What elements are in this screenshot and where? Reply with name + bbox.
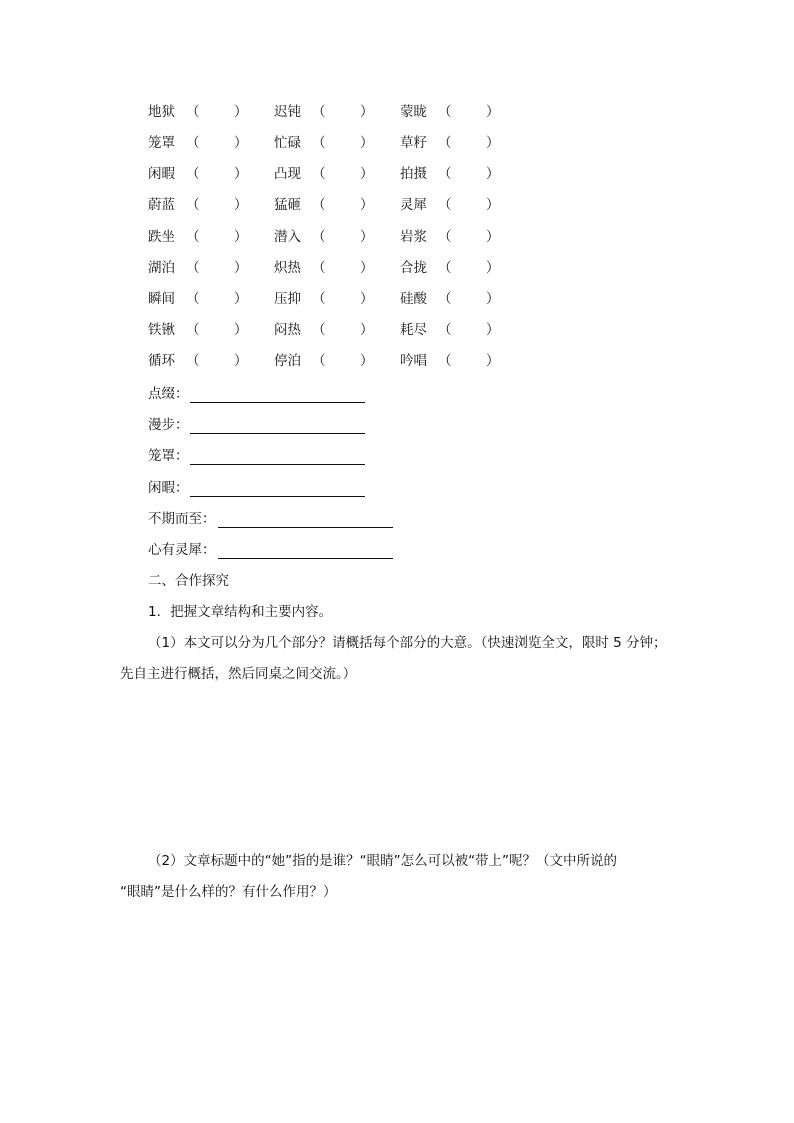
definition-label: 笼罩： [148,448,189,464]
open-paren: （ [312,197,326,213]
answer-line[interactable] [190,402,365,403]
open-paren: （ [186,291,200,307]
close-paren: ） [360,104,374,120]
word-label: 潜入 [274,229,301,245]
close-paren: ） [486,229,500,245]
word-label: 迟钝 [274,104,301,120]
open-paren: （ [186,197,200,213]
open-paren: （ [438,197,452,213]
word-cell [274,320,374,340]
word-cell [400,133,500,153]
definition-item [148,478,189,498]
definition-label: 闲暇： [148,480,189,496]
word-label: 炽热 [274,260,301,276]
answer-line[interactable] [190,496,365,497]
open-paren: （ [186,229,200,245]
word-cell [148,320,248,340]
section-heading: 二、合作探究 [148,573,229,589]
open-paren: （ [438,353,452,369]
word-label: 耗尽 [400,322,427,338]
open-paren: （ [438,260,452,276]
definition-item [148,384,189,404]
word-cell [148,227,248,247]
close-paren: ） [360,291,374,307]
definition-item [148,540,216,560]
open-paren: （ [312,135,326,151]
close-paren: ） [360,353,374,369]
word-label: 循环 [148,353,175,369]
word-label: 岩浆 [400,229,427,245]
word-label: 跌坐 [148,229,175,245]
close-paren: ） [486,197,500,213]
open-paren: （ [312,322,326,338]
answer-line[interactable] [218,558,393,559]
word-cell [274,164,374,184]
question-1: 1．把握文章结构和主要内容。 [148,604,333,620]
definition-item [148,415,189,435]
word-cell [400,289,500,309]
word-label: 闷热 [274,322,301,338]
answer-line[interactable] [190,433,365,434]
question-1-2-line2: “眼睛”是什么样的？有什么作用？） [120,884,337,900]
open-paren: （ [312,291,326,307]
close-paren: ） [360,135,374,151]
open-paren: （ [438,291,452,307]
word-label: 压抑 [274,291,301,307]
question-1-1-line2: 先自主进行概括，然后同桌之间交流。） [120,666,357,682]
word-label: 硅酸 [400,291,427,307]
word-cell [400,164,500,184]
word-cell [274,227,374,247]
open-paren: （ [186,104,200,120]
word-cell [400,351,500,371]
word-cell [274,195,374,215]
open-paren: （ [438,322,452,338]
open-paren: （ [438,135,452,151]
word-cell [148,351,248,371]
word-label: 湖泊 [148,260,175,276]
close-paren: ） [360,229,374,245]
word-cell [400,227,500,247]
word-cell [274,351,374,371]
open-paren: （ [186,353,200,369]
close-paren: ） [360,166,374,182]
open-paren: （ [438,104,452,120]
word-label: 合拢 [400,260,427,276]
close-paren: ） [486,135,500,151]
definition-label: 点缀： [148,386,189,402]
open-paren: （ [438,229,452,245]
definition-item [148,509,216,529]
open-paren: （ [186,166,200,182]
close-paren: ） [234,166,248,182]
word-label: 笼罩 [148,135,175,151]
close-paren: ） [486,322,500,338]
close-paren: ） [234,353,248,369]
word-label: 吟唱 [400,353,427,369]
question-1-2-line1: （2）文章标题中的“她”指的是谁？“眼睛”怎么可以被“带上”呢？（文中所说的 [148,853,618,869]
answer-line[interactable] [190,464,365,465]
word-cell [274,102,374,122]
open-paren: （ [312,104,326,120]
close-paren: ） [486,353,500,369]
close-paren: ） [234,104,248,120]
open-paren: （ [186,260,200,276]
word-cell [400,258,500,278]
word-cell [148,289,248,309]
word-cell [400,320,500,340]
word-label: 铁锹 [148,322,175,338]
close-paren: ） [486,166,500,182]
answer-line[interactable] [218,527,393,528]
question-1-1-line1: （1）本文可以分为几个部分？请概括每个部分的大意。（快速浏览全文，限时 5 分钟； [148,635,667,651]
open-paren: （ [186,322,200,338]
word-cell [400,102,500,122]
close-paren: ） [234,291,248,307]
close-paren: ） [360,322,374,338]
word-label: 草籽 [400,135,427,151]
word-cell [274,258,374,278]
close-paren: ） [486,260,500,276]
word-label: 灵犀 [400,197,427,213]
word-label: 地狱 [148,104,175,120]
close-paren: ） [234,229,248,245]
definition-label: 心有灵犀： [148,542,216,558]
close-paren: ） [234,322,248,338]
definition-item [148,446,189,466]
close-paren: ） [486,291,500,307]
word-label: 猛砸 [274,197,301,213]
open-paren: （ [312,260,326,276]
open-paren: （ [312,166,326,182]
close-paren: ） [486,104,500,120]
word-label: 停泊 [274,353,301,369]
open-paren: （ [186,135,200,151]
word-label: 拍摄 [400,166,427,182]
close-paren: ） [234,197,248,213]
word-cell [148,102,248,122]
word-cell [400,195,500,215]
word-cell [148,164,248,184]
word-cell [274,289,374,309]
close-paren: ） [360,197,374,213]
word-label: 蔚蓝 [148,197,175,213]
close-paren: ） [234,260,248,276]
open-paren: （ [312,353,326,369]
word-label: 蒙眬 [400,104,427,120]
word-label: 瞬间 [148,291,175,307]
word-cell [148,195,248,215]
word-label: 闲暇 [148,166,175,182]
word-label: 忙碌 [274,135,301,151]
word-cell [148,133,248,153]
close-paren: ） [360,260,374,276]
word-label: 凸现 [274,166,301,182]
definition-label: 漫步： [148,417,189,433]
open-paren: （ [438,166,452,182]
open-paren: （ [312,229,326,245]
close-paren: ） [234,135,248,151]
definition-label: 不期而至： [148,511,216,527]
word-cell [148,258,248,278]
word-cell [274,133,374,153]
